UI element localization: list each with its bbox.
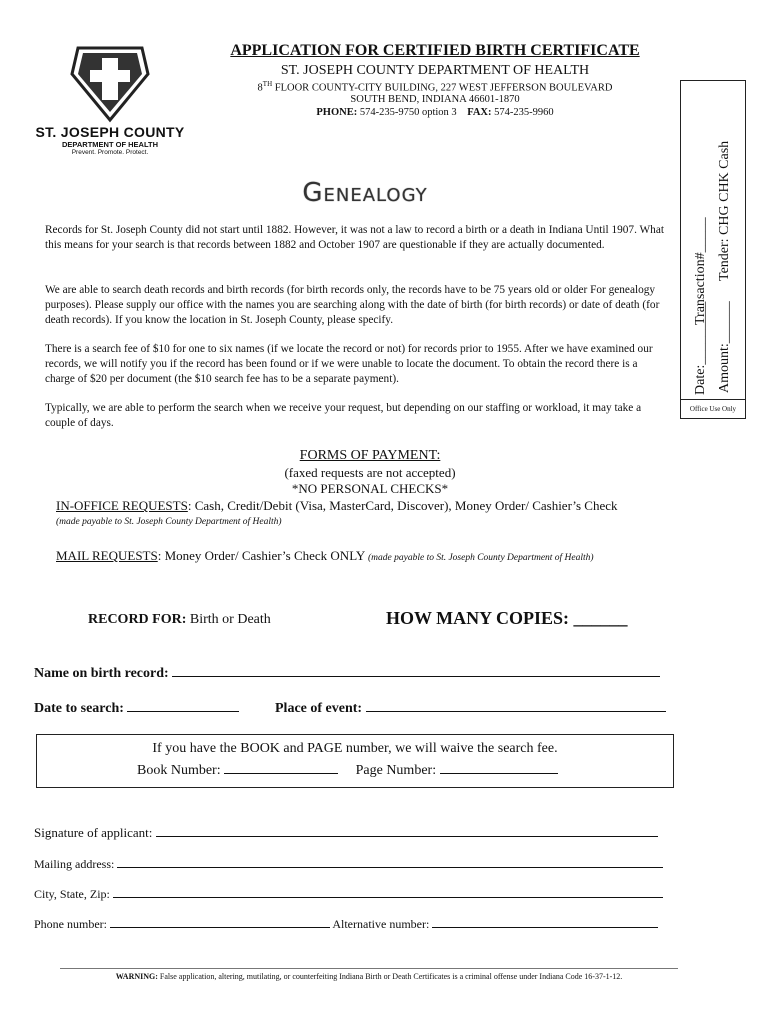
mail-requests xyxy=(56,548,696,564)
floor-suffix: TH xyxy=(262,80,273,88)
office-use-caption: Office Use Only xyxy=(680,399,746,419)
paragraph-fees: There is a search fee of $10 for one to six names (if we locate the record or not) for records prior to 1955. After we have examined our records, we will notify you if the record has been found or if we were unable to locate the document. To obtain the record there is a charge of $20 per document (the $10 search fee has to be a separate payment). xyxy=(45,343,653,385)
address-rest: FLOOR COUNTY-CITY BUILDING, 227 WEST JEFFERSON BOULEVARD xyxy=(272,82,613,94)
address-line-2: SOUTH BEND, INDIANA 46601-1870 xyxy=(350,94,520,105)
book-page-notice: If you have the BOOK and PAGE number, we will waive the search fee. xyxy=(152,741,558,756)
book-number-label: Book Number: xyxy=(137,763,221,778)
mail-methods: : Money Order/ Cashier’s Check ONLY xyxy=(157,548,368,563)
fax-value: 574-235-9960 xyxy=(491,107,554,118)
place-of-event-row xyxy=(275,697,666,717)
mailing-address-row xyxy=(34,853,663,872)
alternative-number-field[interactable] xyxy=(432,913,658,928)
office-tender: Tender: CHG CHK Cash xyxy=(717,140,732,281)
mailing-address-field[interactable] xyxy=(117,853,663,868)
office-date: Date:_________ xyxy=(693,301,708,395)
in-office-payable-note: (made payable to St. Joseph County Department of Health) xyxy=(56,517,282,527)
book-page-row xyxy=(137,759,558,779)
page-number-field[interactable] xyxy=(440,759,558,774)
phone-number-field[interactable] xyxy=(110,913,330,928)
signature-label: Signature of applicant: xyxy=(34,825,153,840)
address-line-1 xyxy=(190,80,680,94)
book-page-box xyxy=(36,734,674,788)
record-for-value: Birth or Death xyxy=(186,612,271,627)
mailing-address-label: Mailing address: xyxy=(34,857,115,871)
page-number-label: Page Number: xyxy=(355,763,437,778)
record-for xyxy=(88,612,271,628)
signature-field[interactable] xyxy=(156,822,658,837)
date-to-search-field[interactable] xyxy=(127,697,239,712)
paragraph-timing: Typically, we are able to perform the search when we receive your request, but depending on our staffing or workload, it may take a couple of days. xyxy=(45,402,642,429)
signature-row xyxy=(34,822,658,841)
alternative-number-label: Alternative number: xyxy=(332,917,430,931)
paragraph-search-info: We are able to search death records and birth records (for birth records only, the records have to be 75 years old or older For genealogy purposes). Please supply our office with the names you are searching along with the date of birth (for birth records) or date of death (for death records). If you know the location in St. Joseph County, please specify. xyxy=(45,284,660,326)
in-office-methods: : Cash, Credit/Debit (Visa, MasterCard, Discover), Money Order/ Cashier’s Check xyxy=(187,498,618,513)
logo-subtitle: DEPARTMENT OF HEALTH xyxy=(62,140,158,149)
payment-no-checks: *NO PERSONAL CHECKS* xyxy=(291,481,449,496)
mail-payable-note: (made payable to St. Joseph County Department of Health) xyxy=(368,553,594,563)
how-many-copies: HOW MANY COPIES: ______ xyxy=(386,608,628,628)
department-name: ST. JOSEPH COUNTY DEPARTMENT OF HEALTH xyxy=(280,63,590,78)
office-use-box xyxy=(680,80,746,400)
record-for-label: RECORD FOR: xyxy=(88,612,187,627)
date-to-search-label: Date to search: xyxy=(34,701,124,716)
floor-number: 8 xyxy=(257,82,263,94)
city-state-zip-label: City, State, Zip: xyxy=(34,887,110,901)
warning-notice xyxy=(60,972,678,981)
shield-cross-icon xyxy=(30,44,190,124)
logo-tagline: Prevent. Promote. Protect. xyxy=(71,149,149,156)
warning-divider xyxy=(60,968,678,969)
mail-label: MAIL REQUESTS xyxy=(56,548,158,563)
genealogy-heading: Genealogy xyxy=(302,178,428,208)
payment-heading: FORMS OF PAYMENT: xyxy=(299,448,441,463)
city-state-zip-row xyxy=(34,883,663,902)
phone-row xyxy=(34,913,658,932)
in-office-label: IN-OFFICE REQUESTS xyxy=(56,498,188,513)
name-on-record-label: Name on birth record: xyxy=(34,666,169,681)
warning-label: WARNING: xyxy=(115,972,158,981)
fax-label: FAX: xyxy=(467,107,492,118)
county-logo xyxy=(30,44,190,160)
phone-value: 574-235-9750 option 3 xyxy=(357,107,457,118)
place-of-event-field[interactable] xyxy=(366,697,666,712)
place-of-event-label: Place of event: xyxy=(275,701,363,716)
form-title: APPLICATION FOR CERTIFIED BIRTH CERTIFICATE xyxy=(230,42,640,59)
payment-fax-note: (faxed requests are not accepted) xyxy=(284,465,456,480)
contact-line xyxy=(190,107,680,118)
name-on-record-row xyxy=(34,662,660,682)
paragraph-records-history: Records for St. Joseph County did not start until 1882. However, it was not a law to record a birth or a death in Indiana Until 1907. What this means for your search is that records between 1882 and October 1907 are questionable if they are actually documented. xyxy=(45,224,664,251)
book-number-field[interactable] xyxy=(224,759,338,774)
phone-label: PHONE: xyxy=(316,107,358,118)
city-state-zip-field[interactable] xyxy=(113,883,663,898)
in-office-requests xyxy=(56,498,696,514)
office-transaction: Transaction#_____ xyxy=(693,217,708,325)
name-on-record-field[interactable] xyxy=(172,662,660,677)
office-amount: Amount:______ xyxy=(717,301,732,393)
warning-text: False application, altering, mutilating, or counterfeiting Indiana Birth or Death Certificates is a criminal offense under Indiana Code 16-37-1-12. xyxy=(157,972,623,981)
logo-name: ST. JOSEPH COUNTY xyxy=(35,124,185,140)
phone-number-label: Phone number: xyxy=(34,917,107,931)
date-to-search-row xyxy=(34,697,239,717)
